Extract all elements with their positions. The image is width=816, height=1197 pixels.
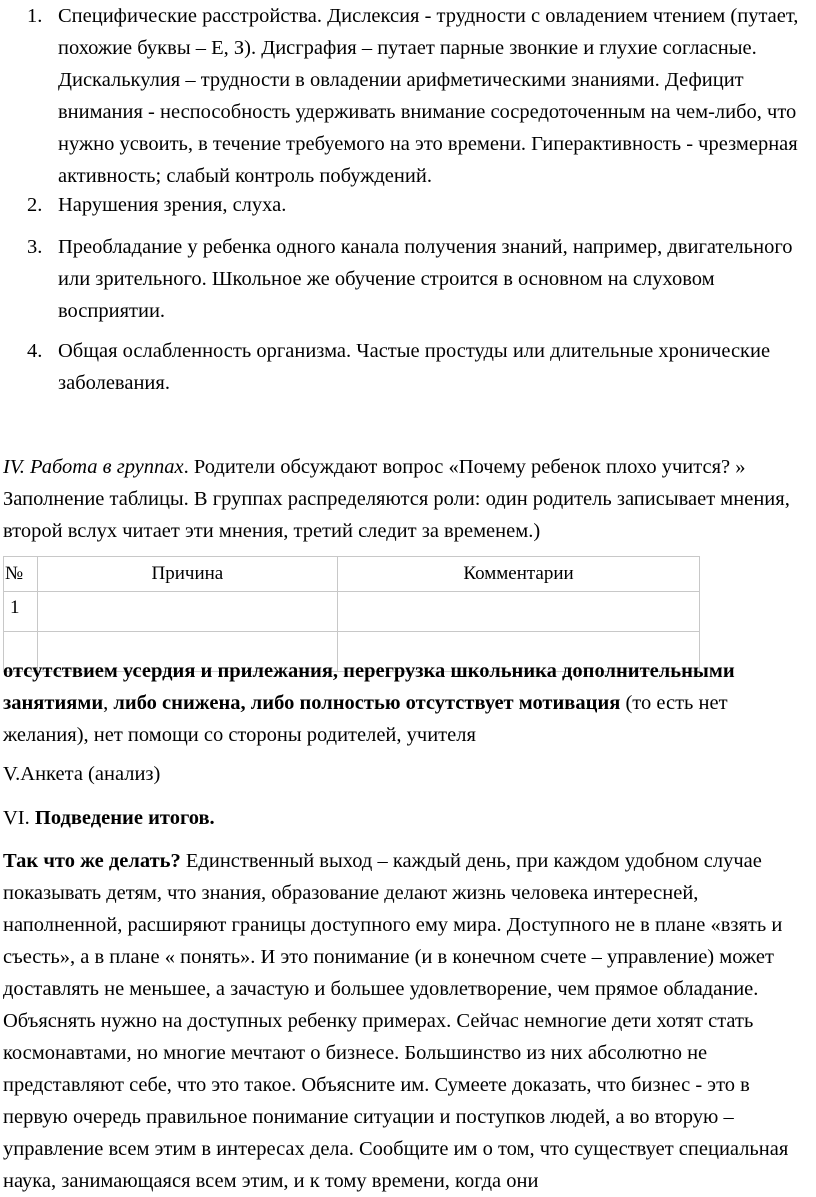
list-item: [0, 231, 816, 327]
list-item-number: 2.: [27, 194, 43, 216]
section-6-heading: [3, 802, 815, 834]
table-row: [4, 592, 700, 632]
list-item: [0, 335, 816, 399]
table-cell[interactable]: [338, 592, 700, 632]
table-cell[interactable]: [37, 592, 337, 632]
after-table-paragraph: [3, 655, 815, 751]
table-header-reason: Причина: [37, 557, 337, 592]
final-question: Так что же делать?: [3, 850, 181, 872]
list-item-number: 3.: [27, 236, 43, 258]
text-run: ,: [103, 692, 114, 714]
list-item-number: 1.: [27, 5, 43, 27]
bold-phrase: отсутствием усердия и прилежания, перегрузка школьника дополнительными занятиями: [3, 660, 735, 714]
final-paragraph: [3, 845, 815, 1197]
table-cell[interactable]: 1: [4, 592, 38, 632]
section-4-paragraph: [3, 451, 815, 547]
table-header-number: №: [4, 557, 38, 592]
bold-phrase: либо снижена, либо полностью отсутствует мотивация: [113, 692, 621, 714]
table-header-row: [4, 557, 700, 592]
list-item-text: Преобладание у ребенка одного канала получения знаний, например, двигательного или зрительного. Школьное же обучение строится в основном на слуховом восприятии.: [58, 236, 793, 322]
list-item-text: Нарушения зрения, слуха.: [58, 194, 287, 216]
section-5-heading: V.Анкета (анализ): [3, 763, 161, 785]
table-header-comments: Комментарии: [338, 557, 700, 592]
text-run: (то есть нет желания), нет помощи со стороны родителей, учителя: [3, 692, 728, 746]
section-6-prefix: VI.: [3, 807, 35, 829]
final-text: Единственный выход – каждый день, при каждом удобном случае показывать детям, что знания, образование делают жизнь человека интересней, наполненной, расширяют границы доступного ему мира. Доступного не в плане «взять и съесть», а в плане « понять». И это понимание (и в конечном счете – управление) может доставлять не меньшее, а зачастую и большее удовлетворение, чем прямое обладание. Объяснять нужно на доступных ребенку примерах. Сейчас немногие дети хотят стать космонавтами, но многие мечтают о бизнесе. Большинство из них абсолютно не представляют себе, что это такое. Объясните им. Сумеете доказать, что бизнес - это в первую очередь правильное понимание ситуации и поступков людей, а во вторую – управление всем этим в интересах дела. Сообщите им о том, что существует специальная наука, занимающаяся всем этим, и к тому времени, когда они: [3, 850, 789, 1192]
list-item-text: Общая ослабленность организма. Частые простуды или длительные хронические заболевания.: [58, 340, 771, 394]
list-item-number: 4.: [27, 340, 43, 362]
list-item: [0, 0, 816, 192]
section-4-title: IV. Работа в группах: [3, 456, 184, 478]
section-6-title: Подведение итогов.: [34, 807, 215, 829]
section-4-body: . Родители обсуждают вопрос «Почему ребенок плохо учится? » Заполнение таблицы. В группах распределяются роли: один родитель записывает мнения, второй вслух читает эти мнения, третий следит за временем.): [3, 456, 790, 542]
list-item: [0, 189, 816, 221]
list-item-text: Специфические расстройства. Дислексия - трудности с овладением чтением (путает, похожие буквы – Е, З). Дисграфия – путает парные звонкие и глухие согласные. Дискалькулия – трудности в овладении арифметическими знаниями. Дефицит внимания - неспособность удерживать внимание сосредоточенным на чем-либо, что нужно усвоить, в течение требуемого на это времени. Гиперактивность - чрезмерная активность; слабый контроль побуждений.: [58, 5, 799, 187]
